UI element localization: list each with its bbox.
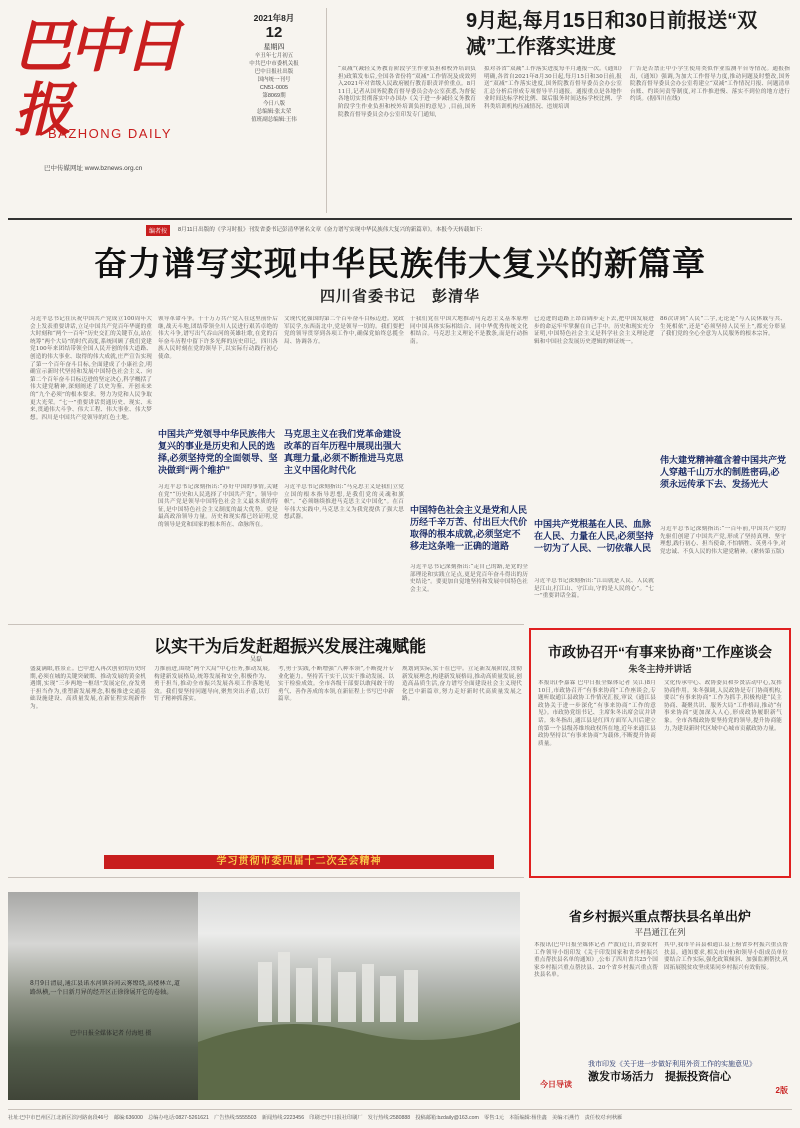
guide-headline: 激发市场活力 提振投资信心 bbox=[588, 1071, 731, 1083]
masthead-url: 巴中传媒网址 www.bznews.org.cn bbox=[44, 165, 143, 172]
main-subheading: 伟大建党精神蕴含着中国共产党人穿越千山万水的制胜密码,必须永远传承下去、发扬光大 bbox=[660, 455, 787, 489]
main-article-column: 领导革命斗争。千千万万共产党人在这里前仆后继,战天斗地,团结带领全川人民进行艰苦卓绝的伟大斗争,谱写出气吞山河的英雄壮歌,在党的百年奋斗历程中留下许多光辉的历史印记。四川各族人民时刻在党的领导下,以实际行动践行初心使命。 bbox=[158, 316, 278, 360]
section-divider bbox=[8, 218, 792, 220]
lunar-date: 辛丑年七月初五 bbox=[254, 53, 294, 59]
meta-line: 国内统一刊号 bbox=[257, 77, 291, 83]
zhenxing-column: 盛夏满眼,胜景正。巴中进入再次创业的历史时期,必须在城的关键突破期、推动发展的黄金机遇期,实现“三步两地一枢纽”发展定位,奋发勇于担当作为,重塑新发展理念,积极推进交通基础设施建设、高质量发展,在新征程实现新作为。 bbox=[30, 666, 146, 710]
issue-date: 2021年8月 bbox=[253, 13, 295, 23]
main-article-column: 习近平总书记深刻指出:“马克思主义是我们立党立国的根本指导思想,是我们党的灵魂和旗帜”。“必须继续推进马克思主义中国化”。在百年伟大实践中,马克思主义为我党提供了强大思想武器。 bbox=[284, 484, 404, 521]
editor-note-text: 8月11日出版的《学习时报》刊发省委书记彭清华署名文章《奋力谱写实现中华民族伟大复兴的新篇章》。本报今天转载如下: bbox=[178, 227, 483, 233]
main-headline[interactable]: 奋力谱写实现中华民族伟大复兴的新篇章 bbox=[94, 245, 706, 282]
main-byline: 四川省委书记 彭清华 bbox=[319, 288, 480, 305]
main-article-column: 文现代化强国的第二个百年奋斗目标迈进。党政军民学,东西南北中,党是领导一切的。我们要把党的领导贯穿到各项工作中,确保党始终总揽全局、协调各方。 bbox=[284, 316, 404, 345]
meta-line: CN51-0005 bbox=[259, 85, 289, 91]
zuotan-column: 文化传承中心、政协委员和乡贤活动中心,发挥协商作用。朱冬强调,人民政协是专门协商机构,要以“有事来协商”工作为抓手,积极构建“民主协商、凝聚共识、服务大局”工作格局,推动“有事来协商”更加深入人心,形成政协履职新气象。全市各级政协要坚持党的领导,提升协商能力,为建设新时代区域中心城市贡献政协力量。 bbox=[664, 680, 782, 732]
main-article-column: 习近平总书记深刻指出:“一百年前,中国共产党的先驱们创建了中国共产党,形成了坚持真理、坚守理想,践行初心、担当使命,不怕牺牲、英勇斗争,对党忠诚、不负人民的伟大建党精神。(紧转第五版) bbox=[660, 526, 786, 555]
fupin-column: 本报讯(巴中日报全媒体记者 严波)近日,省委农村工作领导小组印发《关于印发国家和省乡村振兴重点帮扶县名单的通知》,公布了四川省共25个国家乡村振兴重点帮扶县、20个省乡村振兴重点帮扶县名单。 bbox=[534, 942, 658, 979]
guide-page: 2版 bbox=[775, 1086, 788, 1095]
photo-caption: 8月9日清晨,通江县诺水河镇谷间云雾缭绕,高楼林立,道路纵横,一个日新月异的经开区正徐徐展开它的卷轴。 bbox=[30, 980, 180, 996]
column-rule bbox=[326, 8, 327, 213]
meta-line: 今日八版 bbox=[262, 101, 285, 107]
skyline-illustration bbox=[198, 892, 520, 1100]
fupin-headline[interactable]: 省乡村振兴重点帮扶县名单出炉 bbox=[568, 909, 751, 924]
meta-line: 中共巴中市委机关报 bbox=[249, 61, 299, 67]
footer-info: 社址:巴中市巴州区江北新区滨河路南段46号 邮编:636000 总编办电话:0827-5261621 广告热线:5555503 新闻热线:2223456 印刷:巴中日报社印刷厂 发行热线:2580888 投稿邮箱:bzdaily@163.com 零售:1元 本版编辑:杨佳鑫 美编:石燕竹 责任校对:何秋雁 bbox=[8, 1115, 623, 1121]
main-article-column: 习近平总书记深刻指出:“办好中国的事情,关键在党”“历史和人民选择了中国共产党”。领导中国共产党是领导中国特色社会主义最本质的特征,是中国特色社会主义制度的最大优势。党是最高政治领导力量。历史和现实都已经证明,党的领导是党和国家的根本所在、命脉所在。 bbox=[158, 484, 278, 528]
zhenxing-column: 考,勇于实践,不断增强“八种本领”,不断提升专业化能力。坚持苦干实干,以实干推动发展、以实干检验成效。全市各级干部要以敢闯敢干的勇气、善作善成的本领,在新征程上书写巴中新篇章。 bbox=[278, 666, 394, 703]
date-box bbox=[228, 12, 320, 124]
zuotan-subtitle: 朱冬主持并讲话 bbox=[628, 664, 692, 674]
main-subheading: 中国共产党领导中华民族伟大复兴的事业是历史和人民的选择,必须坚持党的全面领导、坚决做到“两个维护” bbox=[158, 429, 278, 475]
study-banner: 学习贯彻市委四届十二次全会精神 bbox=[104, 855, 494, 869]
section-divider bbox=[8, 624, 524, 625]
meta-line: 值班副总编辑:王伟 bbox=[251, 117, 297, 123]
main-subheading: 马克思主义在我们党革命建设改革的百年历程中展现出强大真理力量,必须不断推进马克思主义中国化时代化 bbox=[284, 429, 404, 475]
main-subheading: 中国共产党根基在人民、血脉在人民、力量在人民,必须坚持一切为了人民、一切依靠人民 bbox=[534, 519, 654, 553]
main-article-column: 已迈进的道路上昂首阔步走下去,把中国发展进步的命运牢牢掌握在自己手中。历史和现实充分证明,中国特色社会主义是科学社会主义理论逻辑和中国社会发展历史逻辑的辩证统一。 bbox=[534, 316, 654, 345]
zhenxing-author: 吴磊 bbox=[250, 657, 263, 663]
meta-line: 巴中日报社出版 bbox=[254, 69, 294, 75]
zuotan-headline[interactable]: 市政协召开“有事来协商”工作座谈会 bbox=[548, 644, 772, 660]
section-divider bbox=[8, 877, 524, 878]
guide-line: 我市印发《关于进一步做好利用外资工作的实施意见》 bbox=[588, 1061, 756, 1068]
main-article-column: 习近平总书记深刻指出:“江山就是人民、人民就是江山,打江山、守江山,守的是人民的心”。“七一”重要讲话全篇。 bbox=[534, 578, 654, 600]
top-news-column: 广告是否禁止中小学生使用类似作业监测平台等情况。通报指出,《通知》强调,为加大工作督导力度,推动问题及时整改,国务院教育督导委员会办公室将建立“双减”工作情况月报、问题清单台账、约谈问责等制度,对工作推进慢、落实不到位的地方进行约谈。(据四川在线) bbox=[630, 66, 790, 103]
main-article-column: 习近平总书记深刻指出:“走自己的路,是党的全部理论和实践立足点,更是党百年奋斗得出的历史结论”。要更加自觉地坚持和发展中国特色社会主义。 bbox=[410, 564, 528, 593]
footer-rule bbox=[8, 1109, 792, 1110]
today-guide-label: 今日导读 bbox=[540, 1080, 572, 1089]
main-article-column: 习近平总书记在庆祝中国共产党成立100周年大会上发表重要讲话,立足中国共产党百年华诞的重大时刻和“两个一百年”历史交汇的关键节点,站在统筹“两个大局”的时代高度,系统回顾了我们党建党100年来团结带领全国人民开创的伟大道路、创造的伟大事业、取得的伟大成就,庄严宣告实现了第一个百年奋斗目标,全面建成了小康社会,明确宣示新时代坚持和发展中国特色社会主义、向第二个百年奋斗目标迈进的坚定决心,科学概括了伟大建党精神,深刻阐述了以史为鉴、开创未来的“九个必须”的根本要求。努力为党和人民争取更大光荣。“七一”重要讲话贯通历史、现实、未来,贯通伟大斗争、伟大工程、伟大事业、伟大梦想。四川是中国共产党领导的红色土地。 bbox=[30, 316, 152, 421]
masthead-english: BAZHONG DAILY bbox=[48, 126, 173, 141]
main-article-column: 86次讲到“人民”二字,无论是“与人民休戚与共、生死相依”,还是“必须坚持人民至上”,都充分彰显了我们党的全心全意为人民服务的根本宗旨。 bbox=[660, 316, 786, 338]
editor-note-label: 编者按 bbox=[146, 225, 170, 236]
zuotan-column: 本报讯(李嘉霖 巴中日报全媒体记者 吴江)8月10日,市政协召开“有事来协商”工作座谈会,专题听取通江县政协工作情况汇报,审议《通江县政协关于进一步深化“有事来协商”工作的意见》。市政协党组书记、主席朱冬出席会议并讲话。朱冬指出,通江县是红四方面军入川后建立的第一个县级苏维埃政权所在地,近年来通江县政协坚持以“有事来协商”为载体,不断提升协商质量。 bbox=[538, 680, 656, 747]
meta-line: 第8069期 bbox=[262, 93, 286, 99]
meta-line: 总编辑:张太荣 bbox=[256, 109, 292, 115]
top-news-headline[interactable]: 9月起,每月15日和30日前报送“双减”工作落实进度 bbox=[466, 10, 758, 58]
main-article-column: 于我们党在中国大地推动马克思主义基本原理同中国具体实际相结合、同中华优秀传统文化相结合。马克思主义理论不是教条,而是行动指南。 bbox=[410, 316, 528, 345]
zhenxing-column: 力推前进,围绕“两个大局”中心任务,推动发展,构建新发展格局,统筹发展和安全,积极作为、勇于担当,推动全市振兴发展各项工作落地见效。我们要坚持问题导向,聚焦突出矛盾,以钉钉子精神抓落实。 bbox=[154, 666, 270, 703]
top-news-column: 拟对各省“双减”工作落实进度每半月通报一次。《通知》明确,各省自2021年8月30日起,每月15日和30日前,报送“双减”工作落实进度,国务院教育督导委员会办公室汇总分析后形成专项督导半月通报。通报重点是各地作业时间达标学校比例、课后服务时间达标学校比例、学科类培训机构压减情况、违规培训 bbox=[484, 66, 622, 110]
zhenxing-headline[interactable]: 以实干为后发赶超振兴发展注魂赋能 bbox=[154, 637, 426, 656]
masthead-logo: 巴中日报 bbox=[14, 12, 180, 144]
top-news-column: “双减”(减轻义务教育阶段学生作业负担和校外培训负担)政策发布后,全国各省份将“双减”工作情况及成效列入2021年对省级人民政府履行教育职责评价重点。8月11日,记者从国务院教育督导委员会办公室获悉,为督促各地切实贯彻落实中办国办《关于进一步减轻义务教育阶段学生作业负担和校外培训负担的意见》,目前,国务院教育督导委员会办公室印发专门通知, bbox=[338, 66, 476, 118]
today-guide[interactable] bbox=[588, 1060, 788, 1096]
zhenxing-column: 规划到实际,实干在巴中。立足新发展阶段,贯彻新发展理念,构建新发展格局,推动高质量发展,创造高品质生活,奋力谱写全面建设社会主义现代化巴中新篇章,努力走好新时代高质量发展之路。 bbox=[402, 666, 522, 703]
issue-day: 12 bbox=[265, 24, 283, 41]
fupin-subtitle: 平昌通江在列 bbox=[634, 927, 686, 937]
photo-city-skyline bbox=[198, 892, 520, 1100]
issue-weekday: 星期四 bbox=[263, 44, 285, 51]
photo-credit: 巴中日报全媒体记者 付海旭 摄 bbox=[70, 1031, 152, 1037]
fupin-column: 其中,我市平昌县和通江县上榜省乡村振兴重点帮扶县。通知要求,相关市(州)和领导小组成员单位要结合工作实际,强化政策倾斜、加强监测帮扶,巩固拓展脱贫攻坚成果同乡村振兴有效衔接。 bbox=[664, 942, 788, 971]
main-subheading: 中国特色社会主义是党和人民历经千辛万苦、付出巨大代价取得的根本成就,必须坚定不移走这条唯一正确的道路 bbox=[410, 505, 528, 551]
